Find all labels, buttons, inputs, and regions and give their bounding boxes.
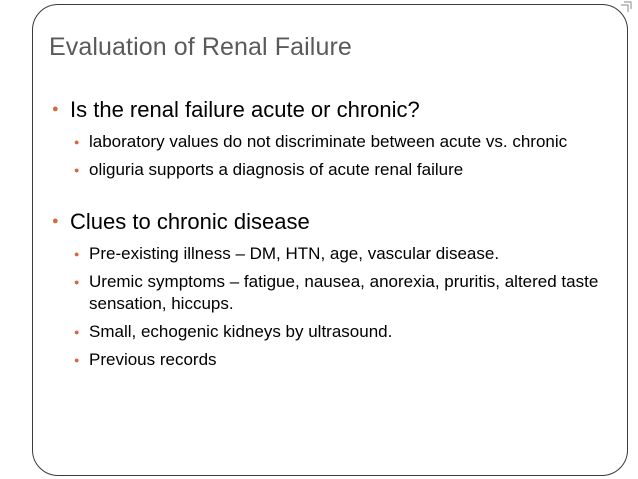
- bullet-level1: [52, 95, 612, 124]
- corner-decoration-icon: [619, 1, 633, 15]
- bullet-text: Small, echogenic kidneys by ultrasound.: [89, 322, 393, 341]
- bullet-icon: ●: [74, 137, 80, 147]
- slide-content: [52, 95, 612, 371]
- bullet-level2: [74, 271, 612, 315]
- bullet-level2: [74, 349, 612, 371]
- bullet-level1: [52, 207, 612, 236]
- bullet-text: Clues to chronic disease: [70, 209, 310, 234]
- bullet-text: Is the renal failure acute or chronic?: [70, 97, 420, 122]
- bullet-icon: ●: [74, 327, 80, 337]
- bullet-level2: [74, 131, 612, 153]
- bullet-level2: [74, 159, 612, 181]
- bullet-text: Previous records: [89, 350, 217, 369]
- bullet-text: Pre-existing illness – DM, HTN, age, vascular disease.: [89, 244, 500, 263]
- bullet-text: oliguria supports a diagnosis of acute renal failure: [89, 160, 464, 179]
- slide-title: Evaluation of Renal Failure: [49, 33, 352, 61]
- bullet-icon: ●: [52, 103, 59, 115]
- bullet-text: laboratory values do not discriminate between acute vs. chronic: [89, 132, 568, 151]
- bullet-level2: [74, 321, 612, 343]
- bullet-icon: ●: [74, 165, 80, 175]
- bullet-icon: ●: [74, 277, 80, 287]
- bullet-level2: [74, 243, 612, 265]
- bullet-icon: ●: [74, 249, 80, 259]
- bullet-icon: ●: [52, 215, 59, 227]
- bullet-text: Uremic symptoms – fatigue, nausea, anorexia, pruritis, altered taste sensation, hiccups.: [89, 272, 599, 313]
- bullet-icon: ●: [74, 355, 80, 365]
